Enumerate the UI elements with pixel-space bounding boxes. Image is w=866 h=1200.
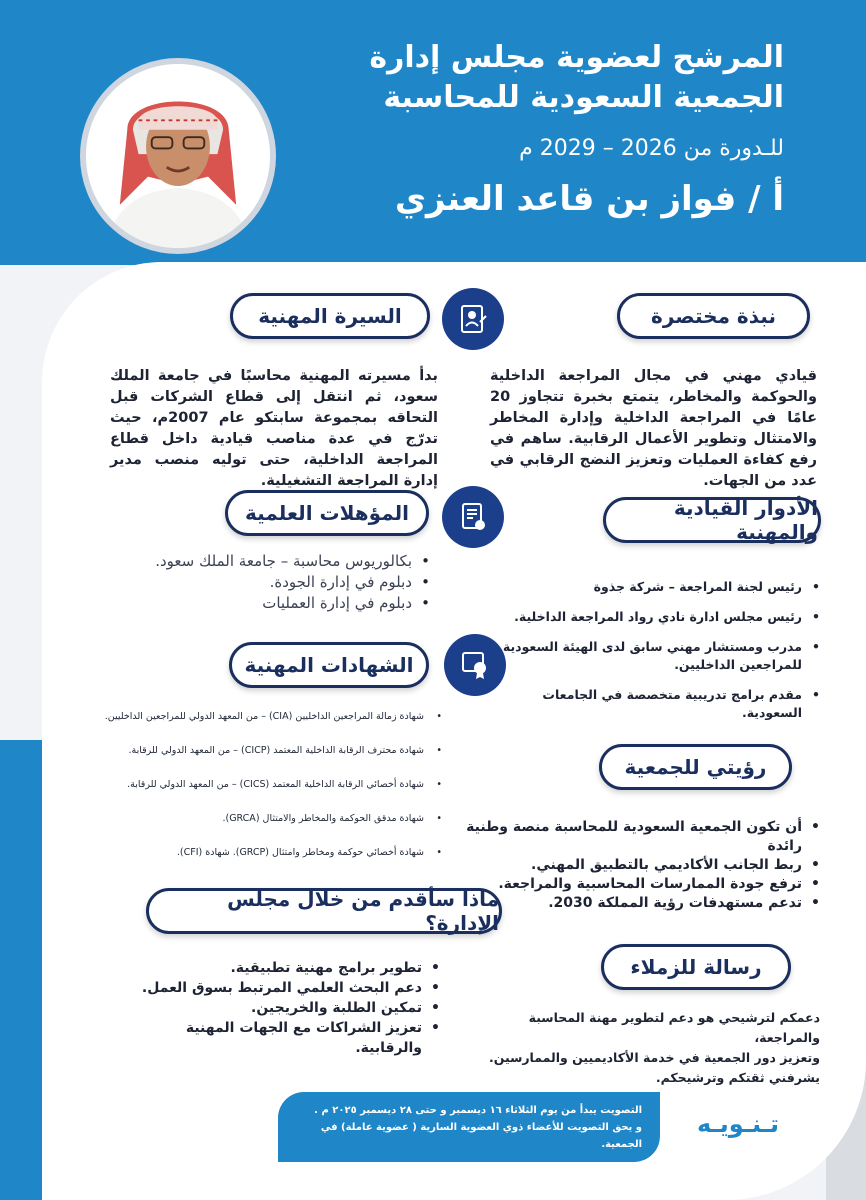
list-item: • رئيس لجنة المراجعة – شركة جذوة xyxy=(486,578,820,596)
notice-box xyxy=(278,1092,660,1162)
list-item: • رئيس مجلس ادارة نادي رواد المراجعة الداخلية. xyxy=(486,608,820,626)
message-text xyxy=(480,1008,820,1088)
candidate-photo xyxy=(80,58,276,254)
roles-title: الأدوار القيادية والمهنية xyxy=(603,497,821,543)
brief-title: نبذة مختصرة xyxy=(617,293,810,339)
certificates-title: الشهادات المهنية xyxy=(229,642,429,688)
message-title: رسالة للزملاء xyxy=(601,944,791,990)
certificates-list xyxy=(72,710,442,880)
term-years: للـدورة من 2026 – 2029 م xyxy=(519,136,784,161)
qualifications-title: المؤهلات العلمية xyxy=(225,490,429,536)
award-ribbon-icon xyxy=(444,634,506,696)
career-title: السيرة المهنية xyxy=(230,293,430,339)
header-line2: الجمعية السعودية للمحاسبة xyxy=(383,80,784,115)
certificate-document-icon xyxy=(442,486,504,548)
career-text: بدأ مسيرته المهنية محاسبًا في جامعة الملك سعود، ثم انتقل إلى قطاع الشركات قبل التحاقه بمجموعة سابتكو عام 2007م، حيث تدرّج في عدة مناصب قيادية داخل قطاع المراجعة الداخلية، حتى توليه منصب مدير إدارة المراجعة التشغيلية. xyxy=(110,368,438,489)
list-item: • مقدم برامج تدريبية متخصصة في الجامعات السعودية. xyxy=(486,686,820,722)
offer-title: ماذا سأقدم من خلال مجلس الإدارة؟ xyxy=(146,888,502,934)
qualifications-list xyxy=(130,551,430,614)
list-item: • تطوير برامج مهنية تطبيقية. xyxy=(120,958,440,978)
list-item: • دعم البحث العلمي المرتبط بسوق العمل. xyxy=(120,978,440,998)
candidate-portrait-icon xyxy=(86,64,270,248)
message-line: يشرفني ثقتكم وترشيحكم. xyxy=(655,1070,820,1085)
list-item: • شهادة زمالة المراجعين الداخليين (CIA) – من المعهد الدولي للمراجعين الداخليين. xyxy=(72,710,442,724)
list-item: • ترفع جودة الممارسات المحاسبية والمراجعة. xyxy=(450,875,820,894)
list-item: • أن تكون الجمعية السعودية للمحاسبة منصة وطنية رائدة xyxy=(450,818,820,856)
message-line: وتعزيز دور الجمعية في خدمة الأكاديميين والممارسين. xyxy=(488,1050,820,1065)
offer-list xyxy=(120,958,440,1058)
list-item: • تعزيز الشراكات مع الجهات المهنية والرقابية. xyxy=(120,1018,440,1058)
list-item: • مدرب ومستشار مهني سابق لدى الهيئة السعودية للمراجعين الداخليين. xyxy=(486,638,820,674)
list-item: • دبلوم في إدارة الجودة. xyxy=(130,572,430,593)
notice-title: تـنـويـه xyxy=(696,1110,780,1138)
list-item: • دبلوم في إدارة العمليات xyxy=(130,593,430,614)
list-item: • بكالوريوس محاسبة – جامعة الملك سعود. xyxy=(130,551,430,572)
candidate-name: أ / فواز بن قاعد العنزي xyxy=(394,179,784,219)
message-line: دعمكم لترشيحي هو دعم لتطوير مهنة المحاسبة والمراجعة، xyxy=(528,1010,820,1045)
list-item: • شهادة مدقق الحوكمة والمخاطر والامتثال (GRCA). xyxy=(72,812,442,826)
brief-text: قيادي مهني في مجال المراجعة الداخلية والحوكمة والمخاطر، يتمتع بخبرة تتجاوز 20 عامًا في المراجعة الداخلية وإدارة المخاطر والامتثال وتطوير الأعمال الرقابية. ساهم في رفع كفاءة العمليات وتعزيز النضج الرقابي في عدد من الجهات. xyxy=(490,368,817,489)
vision-list xyxy=(450,818,820,913)
list-item: • شهادة أخصائي الرقابة الداخلية المعتمد (CICS) – من المعهد الدولي للرقابة. xyxy=(72,778,442,792)
header-title-block xyxy=(314,38,784,222)
list-item: • شهادة أخصائي حوكمة ومخاطر وامتثال (GRCP). شهادة (CFI). xyxy=(72,846,442,860)
notice-line2: و يحق التصويت للأعضاء ذوي العضوية السارية ( عضوية عاملة) في الجمعية. xyxy=(320,1122,642,1150)
notice-line1: التصويت يبدأ من يوم الثلاثاء ١٦ ديسمبر و حتى ٢٨ ديسمبر ٢٠٢٥ م . xyxy=(314,1105,642,1116)
person-document-icon xyxy=(442,288,504,350)
roles-list xyxy=(486,578,820,734)
list-item: • شهادة محترف الرقابة الداخلية المعتمد (CICP) – من المعهد الدولي للرقابة. xyxy=(72,744,442,758)
list-item: • تدعم مستهدفات رؤية المملكة 2030. xyxy=(450,894,820,913)
header-line1: المرشح لعضوية مجلس إدارة xyxy=(369,40,784,75)
vision-title: رؤيتي للجمعية xyxy=(599,744,792,790)
list-item: • ربط الجانب الأكاديمي بالتطبيق المهني. xyxy=(450,856,820,875)
list-item: • تمكين الطلبة والخريجين. xyxy=(120,998,440,1018)
